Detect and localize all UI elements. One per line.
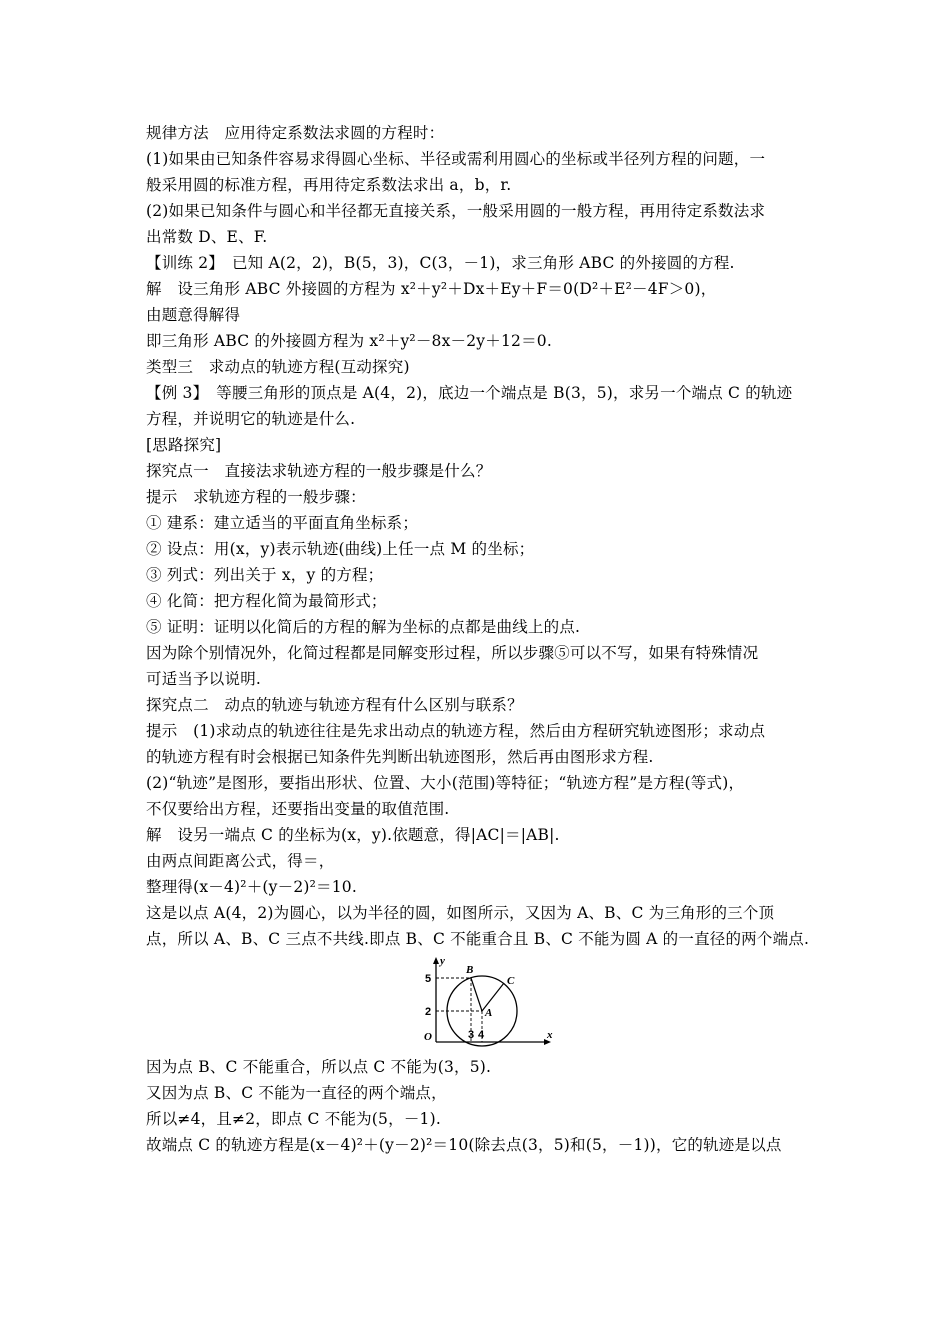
text-line: 因为除个别情况外，化简过程都是同解变形过程，所以步骤⑤可以不写，如果有特殊情况 <box>146 644 759 662</box>
text-line: [思路探究] <box>146 436 222 454</box>
text-line: 般采用圆的标准方程，再用待定系数法求出 a，b，r. <box>146 176 512 194</box>
text-line: 这是以点 A(4，2)为圆心，以为半径的圆，如图所示，又因为 A、B、C 为三角形的三个顶 <box>146 904 775 922</box>
text-line: (2)“轨迹”是图形，要指出形状、位置、大小(范围)等特征；“轨迹方程”是方程(等式)， <box>146 774 745 792</box>
text-line: ③ 列式：列出关于 x，y 的方程； <box>146 566 384 584</box>
document-page <box>146 120 816 1158</box>
text-line: 由两点间距离公式，得＝， <box>146 852 335 870</box>
text-line: 即三角形 ABC 的外接圆方程为 x²＋y²－8x－2y＋12＝0. <box>146 332 552 350</box>
text-line: 故端点 C 的轨迹方程是(x－4)²＋(y－2)²＝10(除去点(3，5)和(5，－1))，它的轨迹是以点 <box>146 1136 782 1154</box>
text-line: 【例 3】 等腰三角形的顶点是 A(4，2)，底边一个端点是 B(3，5)，求另一个端点 C 的轨迹 <box>146 384 793 402</box>
text-line: (2)如果已知条件与圆心和半径都无直接关系，一般采用圆的一般方程，再用待定系数法求 <box>146 202 766 220</box>
label-point-a: A <box>485 1007 493 1019</box>
circle-figure <box>146 956 816 1048</box>
label-axis-x: x <box>547 1029 553 1041</box>
label-point-b: B <box>466 964 474 976</box>
text-line: 【训练 2】 已知 A(2，2)，B(5，3)，C(3，－1)，求三角形 ABC 的外接圆的方程. <box>146 254 735 272</box>
text-line: ② 设点：用(x，y)表示轨迹(曲线)上任一点 M 的坐标； <box>146 540 535 558</box>
text-block-bottom <box>146 1054 816 1158</box>
label-point-c: C <box>507 975 515 987</box>
text-line: 点，所以 A、B、C 三点不共线.即点 B、C 不能重合且 B、C 不能为圆 A 的一直径的两个端点. <box>146 930 810 948</box>
text-line: 提示 求轨迹方程的一般步骤： <box>146 488 366 506</box>
label-tick-x3: 3 <box>468 1029 475 1041</box>
segment-ab <box>471 978 482 1011</box>
label-tick-x4: 4 <box>478 1029 485 1041</box>
text-line: ⑤ 证明：证明以化简后的方程的解为坐标的点都是曲线上的点. <box>146 618 581 636</box>
text-line: 所以≠4，且≠2，即点 C 不能为(5，－1). <box>146 1110 441 1128</box>
text-line: 不仅要给出方程，还要指出变量的取值范围. <box>146 800 450 818</box>
y-axis-arrow <box>433 957 439 964</box>
text-line: 类型三 求动点的轨迹方程(互动探究) <box>146 358 410 376</box>
text-line: 出常数 D、E、F. <box>146 228 268 246</box>
text-line: 的轨迹方程有时会根据已知条件先判断出轨迹图形，然后再由图形求方程. <box>146 748 654 766</box>
label-axis-y: y <box>440 956 445 967</box>
text-line: 提示 (1)求动点的轨迹往往是先求出动点的轨迹方程，然后由方程研究轨迹图形；求动点 <box>146 722 766 740</box>
text-line: 因为点 B、C 不能重合，所以点 C 不能为(3，5). <box>146 1058 492 1076</box>
text-line: 解 设另一端点 C 的坐标为(x，y).依题意，得|AC|＝|AB|. <box>146 826 560 844</box>
label-tick-y2: 2 <box>425 1006 432 1018</box>
text-line: 由题意得解得 <box>146 306 241 324</box>
text-line: 又因为点 B、C 不能为一直径的两个端点， <box>146 1084 447 1102</box>
text-line: ① 建系：建立适当的平面直角坐标系； <box>146 514 419 532</box>
text-line: 可适当予以说明. <box>146 670 262 688</box>
text-line: 探究点二 动点的轨迹与轨迹方程有什么区别与联系？ <box>146 696 523 714</box>
text-line: 规律方法 应用待定系数法求圆的方程时： <box>146 124 445 142</box>
text-line: ④ 化简：把方程化简为最简形式； <box>146 592 387 610</box>
text-line: 整理得(x－4)²＋(y－2)²＝10. <box>146 878 357 896</box>
text-line: (1)如果由已知条件容易求得圆心坐标、半径或需利用圆心的坐标或半径列方程的问题，一 <box>146 150 766 168</box>
label-tick-y5: 5 <box>425 973 432 985</box>
text-block-top <box>146 120 816 952</box>
coordinate-diagram <box>414 956 554 1048</box>
text-line: 方程，并说明它的轨迹是什么. <box>146 410 356 428</box>
label-origin: O <box>424 1031 432 1043</box>
text-line: 解 设三角形 ABC 外接圆的方程为 x²＋y²＋Dx＋Ey＋F＝0(D²＋E²－4F＞0)， <box>146 280 717 298</box>
text-line: 探究点一 直接法求轨迹方程的一般步骤是什么？ <box>146 462 492 480</box>
